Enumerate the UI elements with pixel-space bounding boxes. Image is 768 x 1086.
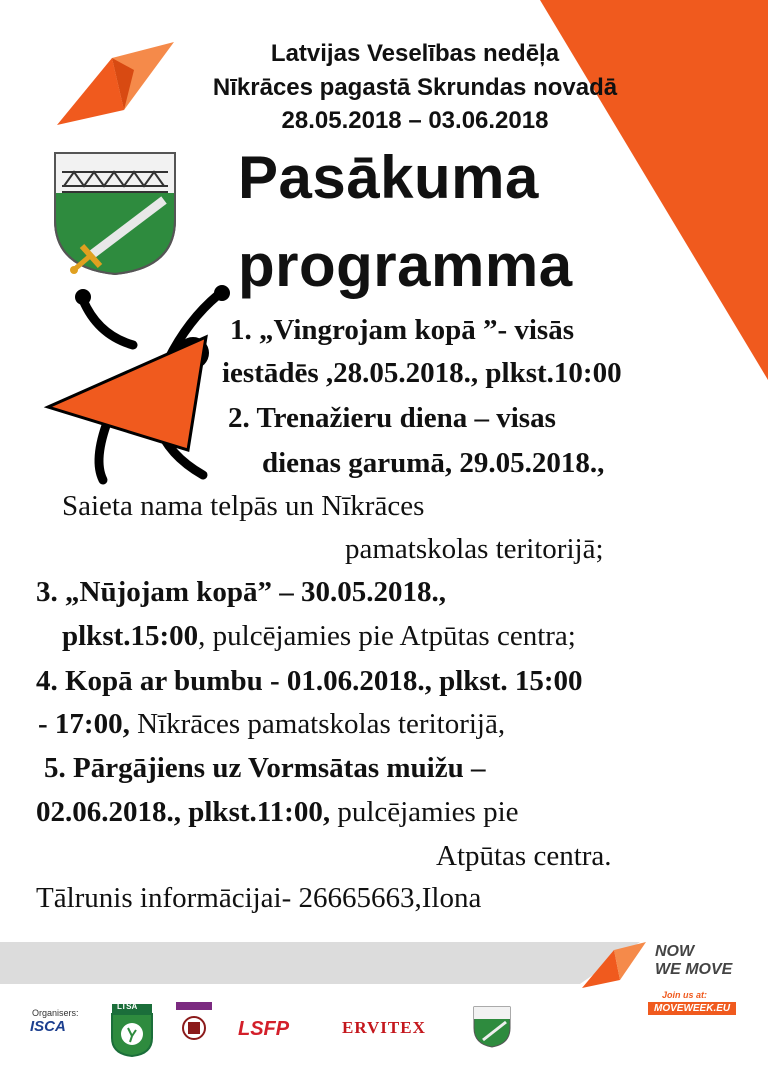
ltsa-logo-label: LTSA [117, 1002, 138, 1011]
program-item-2-line-4: pamatskolas teritorijā; [345, 533, 604, 565]
lsfp-logo: LSFP [238, 1018, 290, 1040]
program-item-2-line-2: dienas garumā, 29.05.2018., [262, 447, 605, 479]
header-line-3: 28.05.2018 – 03.06.2018 [281, 107, 549, 134]
small-coat-of-arms-icon [473, 1006, 511, 1048]
contact-info: Tālrunis informācijai- 26665663,Ilona [36, 882, 482, 914]
program-item-1-line-1: 1. „Vingrojam kopā ”- visās [230, 314, 575, 346]
ministry-logo-icon [176, 1002, 212, 1042]
page-title-line-1: Pasākuma [238, 144, 539, 211]
moving-figure-graphic [38, 275, 248, 490]
program-item-1-line-2: iestādēs ,28.05.2018., plkst.10:00 [222, 357, 622, 389]
program-item-5-line-2: 02.06.2018., plkst.11:00, pulcējamies pie [36, 796, 519, 828]
now-we-move-line-2: WE MOVE [655, 961, 733, 978]
moveweek-url-badge[interactable]: MOVEWEEK.EU [648, 1002, 736, 1015]
isca-logo: ISCA [30, 1018, 66, 1035]
now-we-move-arrow-icon [578, 940, 648, 990]
program-item-3-line-1: 3. „Nūjojam kopā” – 30.05.2018., [36, 576, 447, 608]
header-line-1: Latvijas Veselības nedēļa [270, 40, 560, 67]
ervitex-logo: ERVITEX [342, 1018, 426, 1037]
program-item-4-line-1: 4. Kopā ar bumbu - 01.06.2018., plkst. 15:00 [36, 665, 583, 697]
now-we-move-line-1: NOW [655, 943, 695, 960]
join-us-label: Join us at: [662, 990, 708, 1000]
program-item-2-line-3: Saieta nama telpās un Nīkrāces [62, 490, 425, 522]
footer-band [0, 942, 768, 984]
program-item-2-line-1: 2. Trenažieru diena – visas [228, 402, 556, 434]
program-item-5-line-1: 5. Pārgājiens uz Vormsātas muižu – [44, 752, 486, 784]
header-line-2: Nīkrāces pagastā Skrundas novadā [212, 74, 618, 101]
program-item-4-line-2: - 17:00, Nīkrāces pamatskolas teritorijā, [38, 708, 506, 740]
coat-of-arms-icon [52, 150, 178, 276]
program-item-5-line-3: Atpūtas centra. [436, 840, 612, 872]
program-item-3-line-2: plkst.15:00, pulcējamies pie Atpūtas centra; [62, 620, 576, 652]
organisers-label: Organisers: [32, 1008, 79, 1018]
page-title-line-2: programma [238, 232, 573, 299]
